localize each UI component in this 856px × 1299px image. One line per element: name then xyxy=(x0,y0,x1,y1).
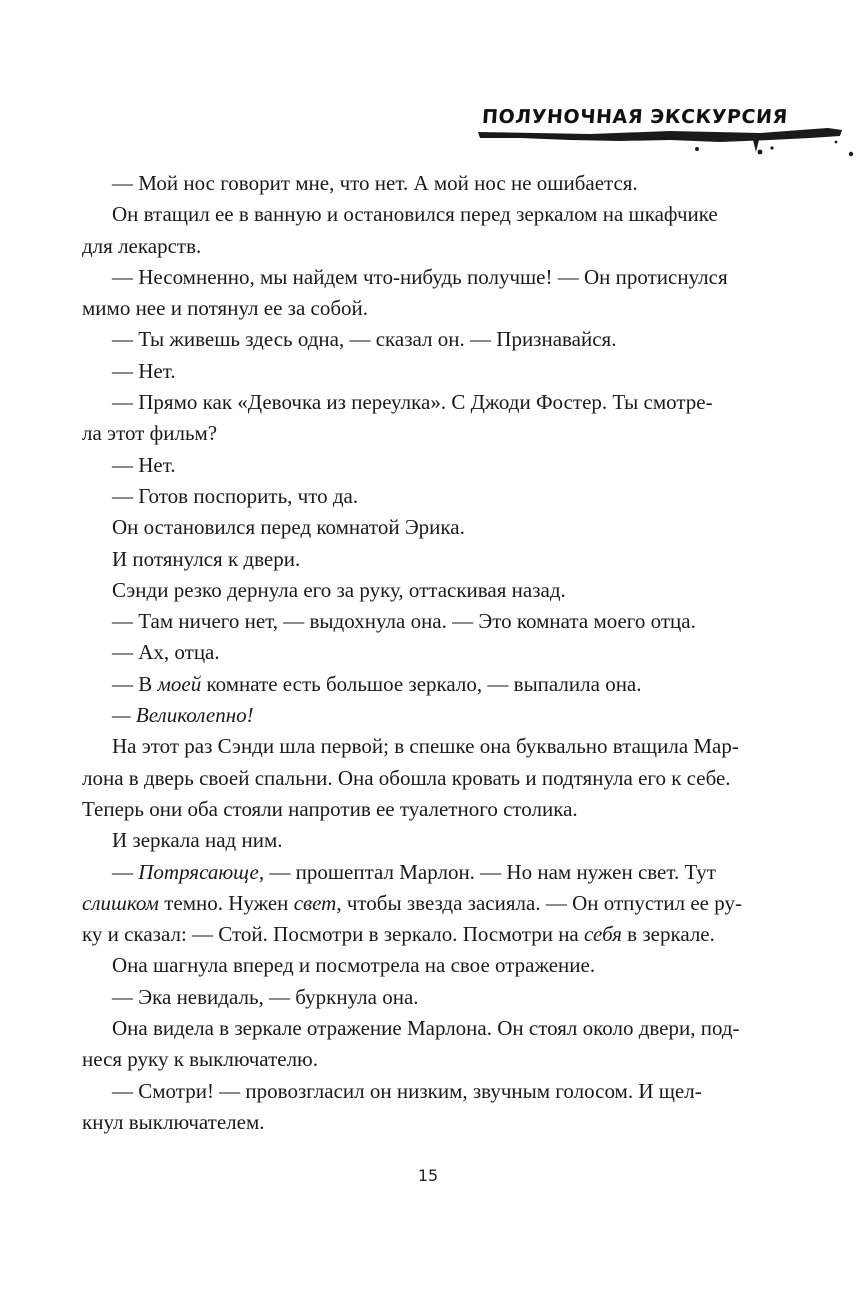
emphasis: Потрясающе xyxy=(138,859,259,884)
paragraph-continuation: Теперь они оба стояли напротив ее туалетного столика. xyxy=(82,796,578,821)
paragraph-continuation: кнул выключателем. xyxy=(82,1109,265,1134)
paragraph: — Потрясающе, — прошептал Марлон. — Но нам нужен свет. Тут xyxy=(112,859,716,884)
paragraph: На этот раз Сэнди шла первой; в спешке она буквально втащила Мар- xyxy=(112,734,739,759)
page-number: 15 xyxy=(417,1166,439,1185)
emphasis: моей xyxy=(157,671,202,696)
paragraph: — Ты живешь здесь одна, — сказал он. — Признавайся. xyxy=(112,327,617,352)
emphasis: себя xyxy=(584,922,622,947)
paragraph: Она шагнула вперед и посмотрела на свое отражение. xyxy=(112,953,596,978)
emphasis: слишком xyxy=(82,890,159,915)
running-header xyxy=(470,100,856,170)
paragraph-continuation: ку и сказал: — Стой. Посмотри в зеркало. Посмотри на себя в зеркале. xyxy=(82,922,715,947)
paragraph-continuation: ла этот фильм? xyxy=(82,421,218,446)
paragraph: И зеркала над ним. xyxy=(112,828,283,853)
paragraph: Он втащил ее в ванную и остановился перед зеркалом на шкафчике xyxy=(112,202,718,227)
paragraph: — Нет. xyxy=(112,452,176,477)
paragraph: — Мой нос говорит мне, что нет. А мой нос не ошибается. xyxy=(112,171,638,195)
paragraph: — Прямо как «Девочка из переулка». С Джоди Фостер. Ты смотре- xyxy=(112,390,713,415)
paragraph: Она видела в зеркале отражение Марлона. Он стоял около двери, под- xyxy=(112,1016,740,1041)
paragraph-continuation: мимо нее и потянул ее за собой. xyxy=(82,296,369,321)
paragraph: — Эка невидаль, — буркнула она. xyxy=(112,984,419,1009)
header-title: ПОЛУНОЧНАЯ ЭКСКУРСИЯ xyxy=(481,106,789,128)
paragraph: — В моей комнате есть большое зеркало, — выпалила она. xyxy=(112,671,642,696)
paragraph-continuation: для лекарств. xyxy=(82,233,202,258)
paragraph-continuation: лона в дверь своей спальни. Она обошла кровать и подтянула его к себе. xyxy=(82,765,731,790)
paragraph: И потянулся к двери. xyxy=(112,546,301,571)
paragraph: — Готов поспорить, что да. xyxy=(112,483,359,508)
paragraph: — Там ничего нет, — выдохнула она. — Это комната моего отца. xyxy=(112,609,696,634)
paragraph-continuation: слишком темно. Нужен свет, чтобы звезда засияла. — Он отпустил ее ру- xyxy=(82,890,742,915)
paragraph: Он остановился перед комнатой Эрика. xyxy=(112,515,465,540)
paragraph xyxy=(112,700,744,731)
paragraph: — Нет. xyxy=(112,358,176,383)
emphasis: свет xyxy=(293,890,337,915)
paragraph: — Смотри! — провозгласил он низким, звучным голосом. И щел- xyxy=(112,1078,702,1103)
paragraph-continuation: неся руку к выключателю. xyxy=(82,1047,318,1072)
emphasis: — Великолепно! xyxy=(112,703,254,728)
paragraph: — Несомненно, мы найдем что-нибудь получше! — Он протиснулся xyxy=(112,264,728,289)
body-text xyxy=(82,168,744,1138)
paragraph: Сэнди резко дернула его за руку, оттаскивая назад. xyxy=(112,577,566,602)
paragraph: — Ах, отца. xyxy=(112,640,220,665)
